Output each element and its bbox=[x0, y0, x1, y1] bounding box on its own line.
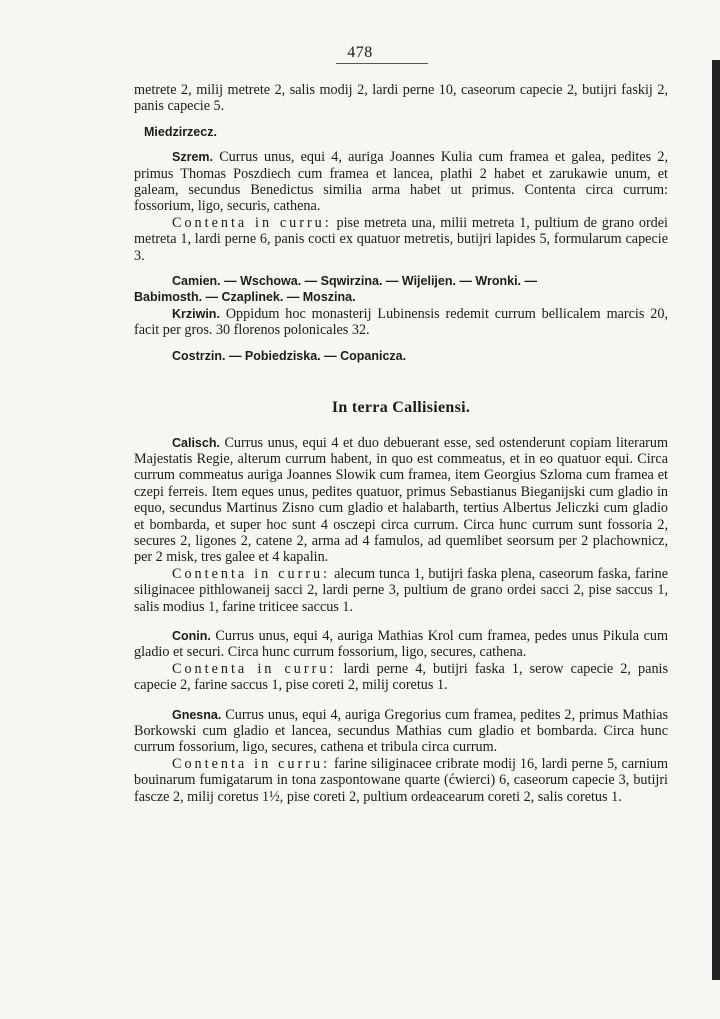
conin-contents-text: lardi perne 4, butijri faska 1, serow capecie 2, panis capecie 2, farine saccus 1, pise coreti 2, milij coretus 1. bbox=[134, 660, 669, 694]
szrem-contents-text: pise metreta una, milii metreta 1, pultium de grano ordei metreta 1, lardi perne 6, panis cocti ex quatuor metretis, butijri lapides 5, formularum capecie 3. bbox=[134, 214, 669, 264]
gnesna-contents-text: farine siliginacee cribrate modij 16, lardi perne 5, carnium bouinarum fumigatarum in tona zaspontowane quarte (ćwierci) 6, caseorum capecie 3, butijri fascze 2, milij coretus 1½, pise coreti 2, pultium ordeacearum coreti 2, salis coretus 1. bbox=[134, 755, 669, 805]
calisch-paragraph bbox=[134, 435, 668, 566]
region-heading: In terra Callisiensi. bbox=[331, 399, 471, 417]
towns-line-1: Camien. — Wschowa. — Sqwirzina. — Wijelijen. — Wronki. — bbox=[172, 274, 537, 289]
section-heading-szrem: Szrem. bbox=[172, 150, 213, 165]
section-heading-conin: Conin. bbox=[172, 628, 211, 643]
calisch-text: Currus unus, equi 4 et duo debuerant esse, sed ostenderunt copiam literarum Majestatis Regie, alterum currum habent, in quo est commeatus, et in eo quatuor equi. Circa currum commeatus auriga Joannes Slowik cum framea, item Georgius Szloma cum framea et czepi ferreis. Item eques unus, pedites quatuor, primus Sebastianus Bieganijski cum gladio in equo, secundus Martinus Zisno cum gladio et halabarth, tertius Albertus Jeliczki cum gladio et bombarda, et super hoc sunt 4 osczepi circa currum. Circa hunc currum sunt fossoria 2, secures 2, ligones 2, catene 2, arma ad 4 famulos, ad quemlibet seorsum per 2 plachownicz, per 2 misk, tres galee et 4 kapalin. bbox=[134, 434, 668, 566]
section-heading-miedzirzecz: Miedzirzecz. bbox=[144, 124, 217, 139]
contents-label: Contenta in curru: bbox=[172, 565, 331, 582]
conin-text: Currus unus, equi 4, auriga Mathias Krol cum framea, pedes unus Pikula cum gladio et securi. Circa hunc currum fossorium, ligo, secures, cathena. bbox=[134, 627, 669, 661]
conin-paragraph bbox=[134, 628, 668, 661]
kriwin-paragraph bbox=[134, 306, 668, 339]
conin-contents bbox=[134, 661, 668, 694]
gnesna-contents bbox=[134, 756, 668, 805]
szrem-paragraph bbox=[134, 149, 668, 215]
towns-line-3: Costrzin. — Pobiedziska. — Copanicza. bbox=[172, 348, 407, 363]
contents-label: Contenta in curru: bbox=[172, 214, 332, 231]
page-edge-shadow bbox=[712, 60, 720, 980]
towns-line-2: Babimosth. — Czaplinek. — Moszina. bbox=[134, 290, 356, 305]
kriwin-text: Oppidum hoc monasterij Lubinensis redemit currum bellicalem marcis 20, facit per gros. 30 florenos polonicales 32. bbox=[134, 305, 669, 339]
contents-label: Contenta in curru: bbox=[172, 660, 337, 677]
section-heading-calisch: Calisch. bbox=[172, 435, 220, 450]
gnesna-paragraph bbox=[134, 707, 668, 756]
intro-paragraph: metrete 2, milij metrete 2, salis modij 2, lardi perne 10, caseorum capecie 2, butijri faskij 2, panis capecie 5. bbox=[134, 82, 668, 115]
calisch-contents bbox=[134, 566, 668, 615]
gnesna-text: Currus unus, equi 4, auriga Gregorius cum framea, pedites 2, primus Mathias Borkowski cum gladio et lancea, secundus Mathias cum gladio et bombarda. Circa hunc currum fossorium, ligo, secures, cathena et tribula circa currum. bbox=[134, 706, 669, 756]
contents-label: Contenta in curru: bbox=[172, 755, 331, 772]
page-number-rule bbox=[336, 63, 428, 64]
szrem-text: Currus unus, equi 4, auriga Joannes Kulia cum framea et galea, pedites 2, primus Thomas Poszdiech cum framea et lancea, plathi 2 habet et zarukawie unum, et galeam, secundus Benedictus similia arma habet ut primus. Contenta circa currum: fossorium, ligo, securis, cathena. bbox=[134, 149, 669, 215]
section-heading-gnesna: Gnesna. bbox=[172, 707, 222, 722]
section-heading-kriwin: Krziwin. bbox=[172, 306, 220, 321]
szrem-contents bbox=[134, 215, 668, 264]
calisch-contents-text: alecum tunca 1, butijri faska plena, caseorum faska, farine siliginacee pithlowaneij sacci 2, lardi perne 3, pultium de grano ordei sacci 2, pise saccus 1, salis modius 1, farine triticee saccus 1. bbox=[134, 565, 669, 615]
page-body bbox=[134, 82, 668, 805]
page-number: 478 bbox=[347, 44, 373, 61]
